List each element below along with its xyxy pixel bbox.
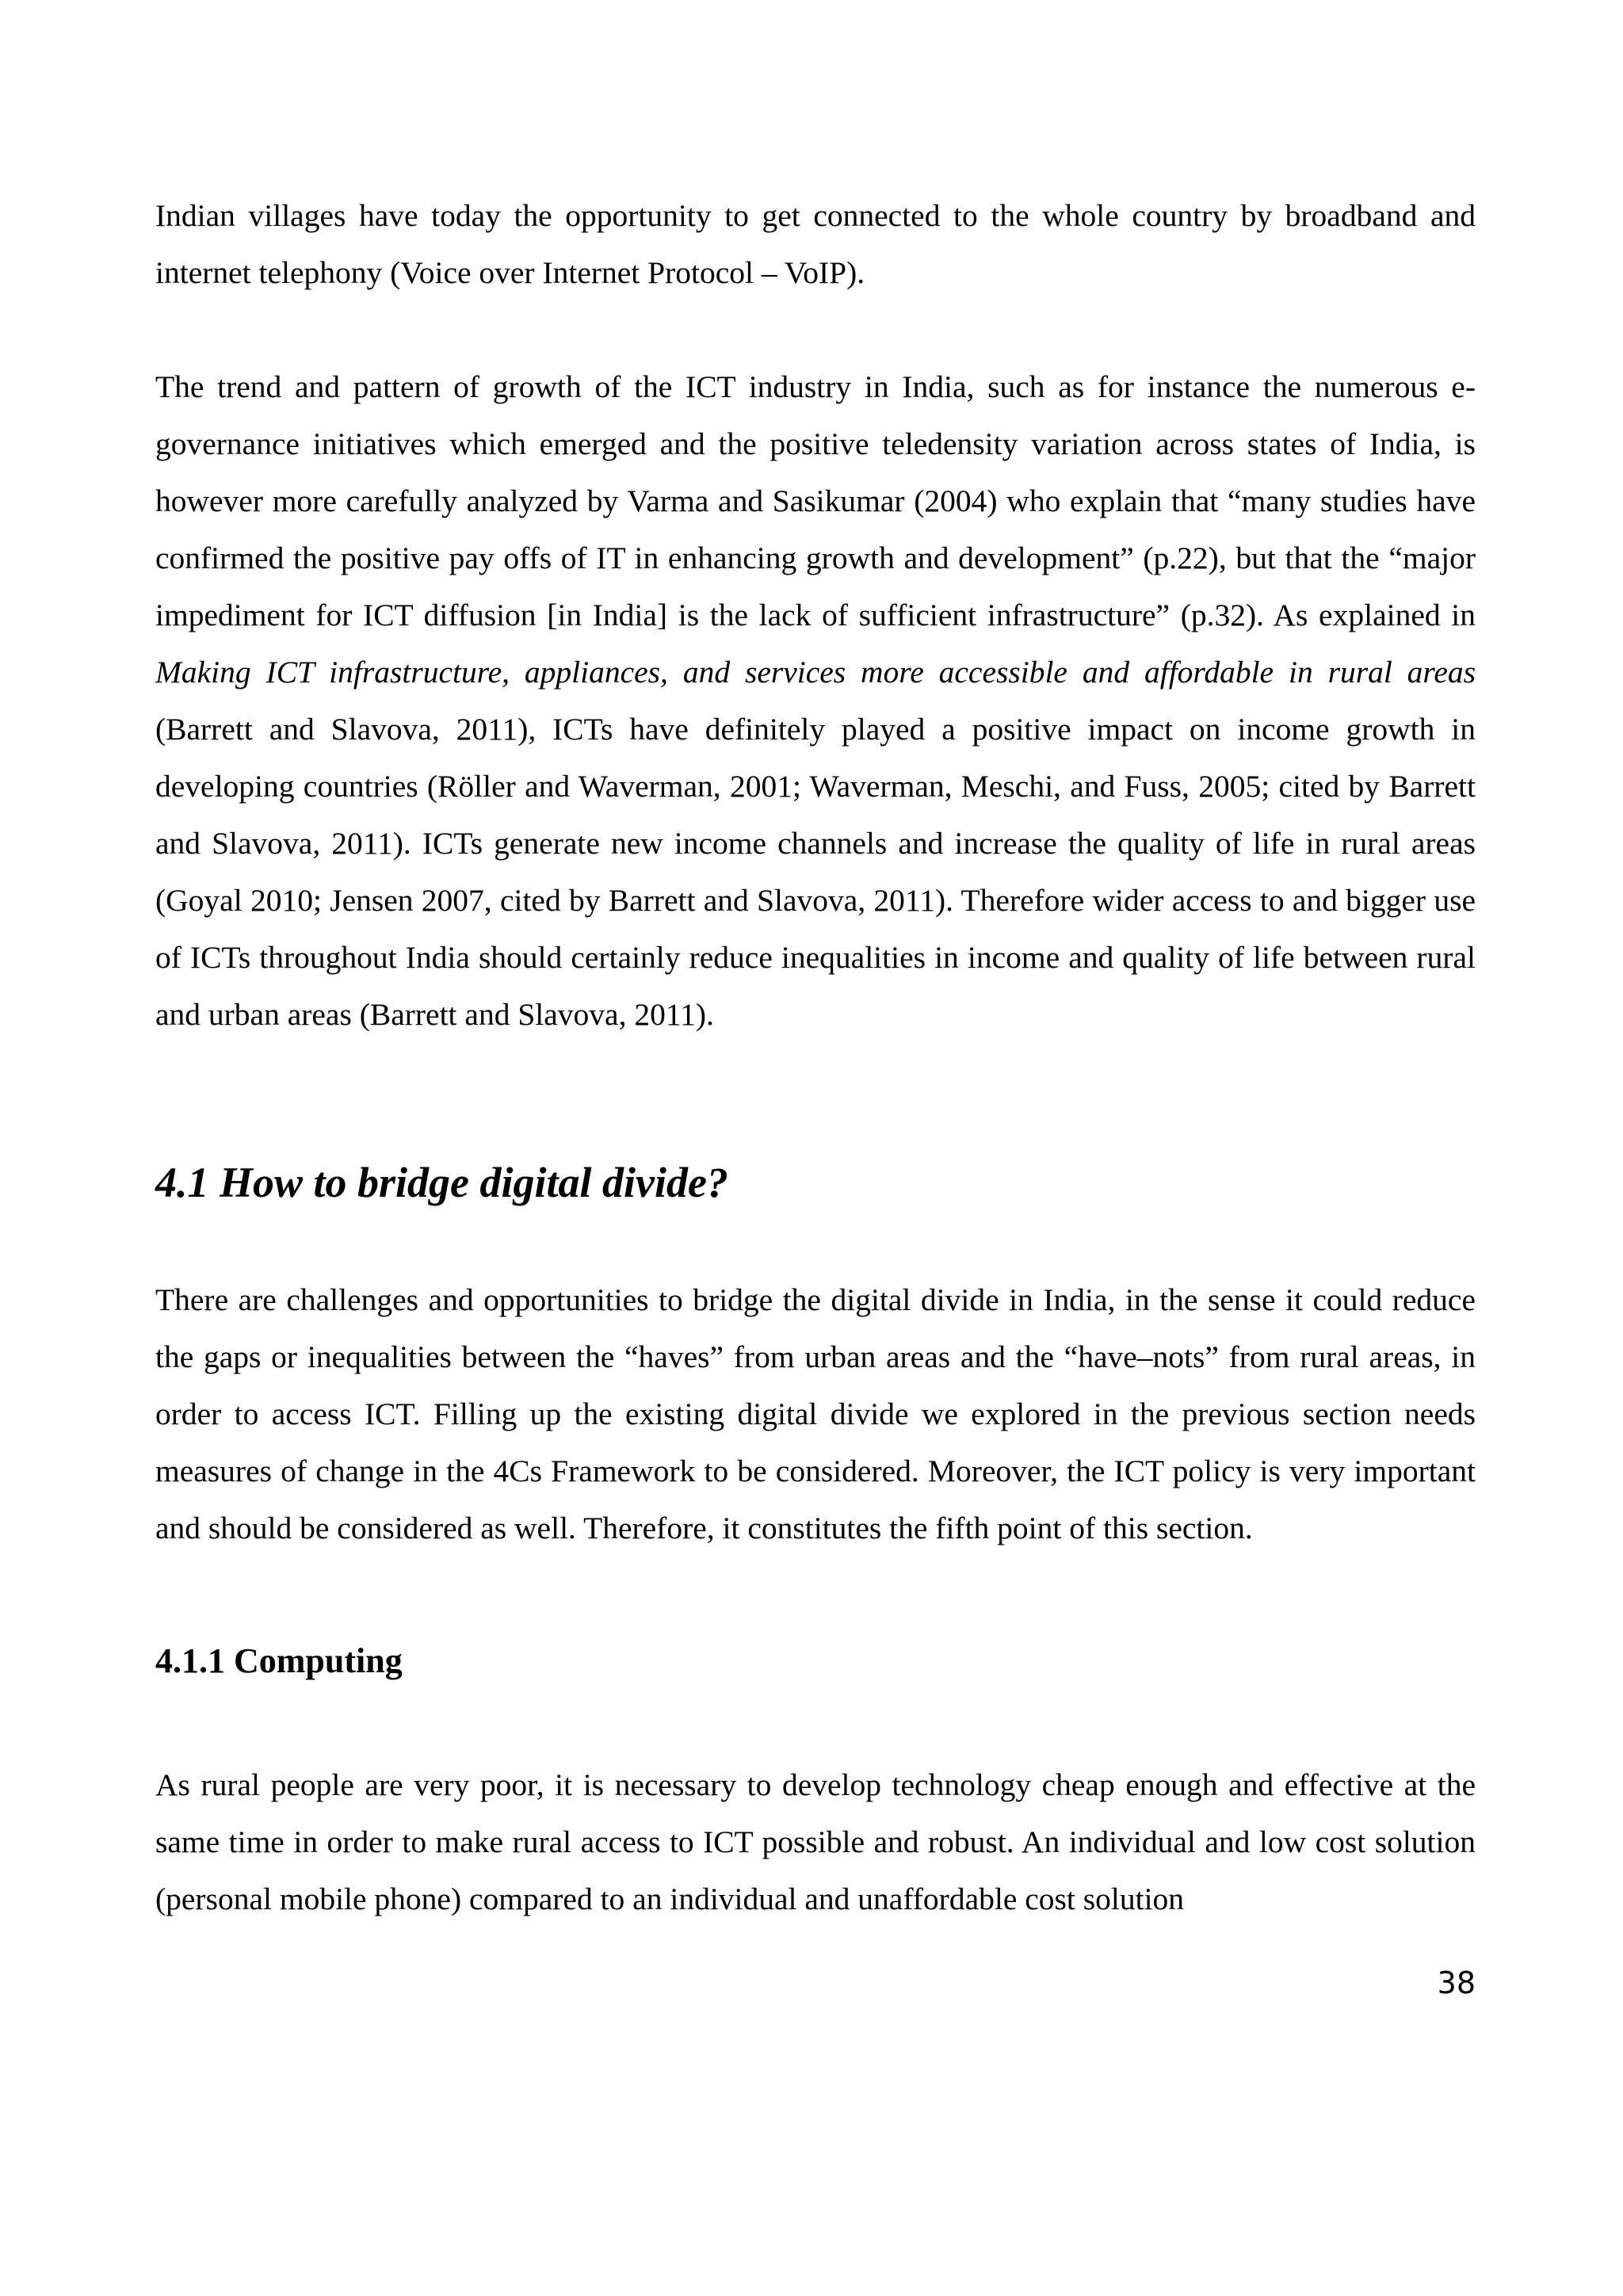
page-number: 38 [1437, 1966, 1476, 2000]
paragraph-ict-growth-text-2: (Barrett and Slavova, 2011) [155, 712, 529, 747]
subsection-heading-4-1-1: 4.1.1 Computing [155, 1641, 403, 1680]
paragraph-computing: As rural people are very poor, it is necessary to develop technology cheap enough and effective at the same time in order to make rural access to ICT possible and robust. An individual and low cost solution (personal mobile phone) compared to an individual and unaffordable cost solution [155, 1767, 1476, 1916]
paragraph-bridge-divide: There are challenges and opportunities to bridge the digital divide in India, in the sense it could reduce the gaps or inequalities between the “haves” from urban areas and the “have–nots” from rural areas, in order to access ICT. Filling up the existing digital divide we explored in the previous section needs measures of change in the 4Cs Framework to be considered. Moreover, the ICT policy is very important and should be considered as well. Therefore, it constitutes the fifth point of this section. [155, 1282, 1476, 1545]
paragraph-ict-growth [155, 358, 1476, 1043]
cited-report-title: Making ICT infrastructure, appliances, and services more accessible and affordable in rural areas [155, 655, 1476, 690]
document-page [155, 187, 1476, 1927]
section-heading-4-1: 4.1 How to bridge digital divide? [155, 1159, 728, 1206]
paragraph-connectivity: Indian villages have today the opportunity to get connected to the whole country by broadband and internet telephony (Voice over Internet Protocol – VoIP). [155, 198, 1476, 290]
paragraph-ict-growth-text-3: ICTs have definitely played a positive impact on income growth in developing countries (Röller and Waverman, 2001; Waverman, Meschi, and Fuss, 2005; cited by Barrett and Slavova, 2011). ICTs generate new income channels and increase the quality of life in rural areas (Goyal 2010; Jensen 2007, cited by Barrett and Slavova, 2011). Therefore wider access to and bigger use of ICTs throughout India should certainly reduce inequalities in income and quality of life between rural and urban areas (Barrett and Slavova, 2011). [155, 712, 1476, 1032]
paragraph-ict-growth-text-1: The trend and pattern of growth of the ICT industry in India, such as for instance the numerous e-governance initiatives which emerged and the positive teledensity variation across states of India, is however more carefully analyzed by Varma and Sasikumar (2004) who explain that “many studies have confirmed the positive pay offs of IT in enhancing growth and development” (p.22), but that the “major impediment for ICT diffusion [in India] is the lack of sufficient infrastructure” (p.32). As explained in [155, 369, 1476, 632]
italic-comma: , [528, 712, 537, 747]
